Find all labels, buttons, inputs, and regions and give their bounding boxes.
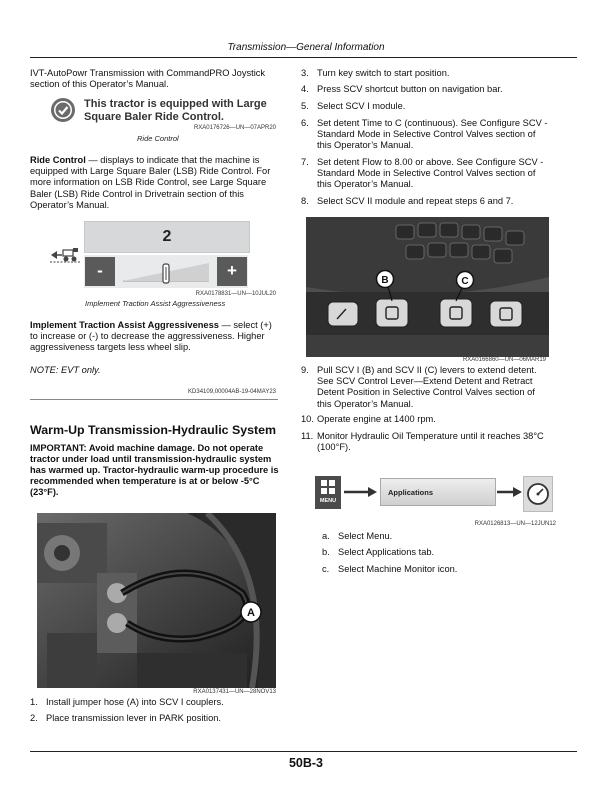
- running-header: Transmission—General Information: [227, 42, 385, 53]
- increase-button[interactable]: +: [217, 257, 247, 286]
- checkmark-icon: [50, 97, 76, 123]
- traction-assist-widget: [45, 221, 265, 289]
- step-number: 1.: [30, 697, 38, 707]
- step-text: Operate engine at 1400 rpm.: [317, 414, 436, 424]
- scv-levers-photo: [306, 217, 549, 357]
- step-text: Install jumper hose (A) into SCV I couplers.: [46, 697, 224, 707]
- step-number: 9.: [301, 365, 309, 375]
- intro-text: IVT-AutoPowr Transmission with CommandPRO Joystick section of this Operator’s Manual.: [30, 68, 266, 90]
- step-text: Pull SCV I (B) and SCV II (C) levers to extend detent. See SCV Control Lever—Extend Detent and Retract Detent Position in Selective Control Valves section of this Operator’s Manual.: [317, 365, 537, 409]
- decrease-button[interactable]: -: [85, 257, 115, 286]
- footer-rule: [30, 751, 577, 752]
- step-text: Select SCV I module.: [317, 101, 406, 111]
- ride-figure-caption: Ride Control: [137, 134, 179, 143]
- step-text: Select SCV II module and repeat steps 6 and 7.: [317, 196, 514, 206]
- step-number: 2.: [30, 713, 38, 723]
- section-title: Warm-Up Transmission-Hydraulic System: [30, 423, 277, 437]
- banner-line-2: Square Baler Ride Control.: [84, 111, 224, 123]
- applications-tab: Applications: [380, 478, 496, 506]
- step-number: 3.: [301, 68, 309, 78]
- step-text: Set detent Time to C (continuous). See Configure SCV - Standard Mode in Selective Control Valves section of this Operator’s Manual.: [317, 118, 548, 151]
- traction-description: [30, 320, 280, 354]
- step-number: 7.: [301, 157, 309, 167]
- step-text: Place transmission lever in PARK position.: [46, 713, 221, 723]
- step-text: Monitor Hydraulic Oil Temperature until it reaches 38°C (100°F).: [317, 431, 544, 453]
- ride-control-description: [30, 155, 280, 211]
- traction-text: — select (+) to increase or (-) to decrease the aggressiveness. Higher aggressiveness targets less wheel slip.: [30, 320, 272, 353]
- doc-code: KD34109,00004AB-19-04MAY23: [188, 389, 276, 395]
- step-text: Press SCV shortcut button on navigation bar.: [317, 84, 503, 94]
- substep-text: Select Menu.: [338, 531, 393, 541]
- substep-letter: c.: [322, 564, 330, 574]
- gauge-icon: [526, 482, 550, 506]
- banner-line-1: This tractor is equipped with Large: [84, 98, 267, 110]
- step-number: 10.: [301, 414, 314, 424]
- ride-control-banner: [50, 96, 282, 126]
- substep-letter: b.: [322, 547, 330, 557]
- grid-icon: [321, 480, 335, 494]
- menu-label: MENU: [319, 498, 337, 504]
- arrow-right-icon: [344, 486, 378, 498]
- callout-b: B: [381, 275, 389, 286]
- tractor-implement-icon: [49, 247, 81, 263]
- header-rule: [30, 57, 577, 58]
- menu-button: [315, 476, 341, 509]
- section-rule: [30, 399, 278, 400]
- step-number: 4.: [301, 84, 309, 94]
- step-number: 8.: [301, 196, 309, 206]
- aggressiveness-slider[interactable]: [121, 259, 211, 285]
- page-number: 50B-3: [288, 756, 324, 770]
- jumper-hose-photo: [37, 513, 276, 688]
- traction-figure-code: RXA0178831—UN—10JUL20: [195, 291, 276, 297]
- nav-figure-code: RXA0126813—UN—12JUN12: [474, 521, 556, 527]
- substep-text: Select Machine Monitor icon.: [338, 564, 458, 574]
- scv-console-image: [306, 217, 549, 357]
- step-text: Set detent Flow to 8.00 or above. See Configure SCV - Standard Mode in Selective Control Valves section of this Operator’s Manual.: [317, 157, 544, 190]
- callout-c: C: [461, 276, 469, 287]
- callout-a: A: [247, 607, 255, 619]
- traction-figure-caption: Implement Traction Assist Aggressiveness: [85, 299, 226, 308]
- aggressiveness-value: 2: [84, 221, 250, 253]
- left-photo-code: RXA0137431—UN—28NOV13: [193, 689, 276, 695]
- arrow-right-icon: [497, 486, 523, 498]
- step-text: Turn key switch to start position.: [317, 68, 450, 78]
- ride-figure-code: RXA0176726—UN—07APR20: [193, 125, 276, 131]
- substep-letter: a.: [322, 531, 330, 541]
- right-photo-code: RXA0166860—UN—06MAR19: [462, 357, 546, 363]
- ride-control-term: Ride Control: [30, 155, 86, 165]
- step-number: 5.: [301, 101, 309, 111]
- evt-note: NOTE: EVT only.: [30, 365, 101, 375]
- hydraulic-couplers-image: [37, 513, 276, 688]
- menu-navigation-diagram: [315, 476, 555, 514]
- substep-text: Select Applications tab.: [338, 547, 435, 557]
- step-number: 6.: [301, 118, 309, 128]
- traction-term: Implement Traction Assist Aggressiveness: [30, 320, 219, 330]
- step-number: 11.: [301, 431, 314, 441]
- important-notice: IMPORTANT: Avoid machine damage. Do not operate tractor under load until transmission-hydraulic system has warmed up. Tractor-hydraulic warm-up procedure is recommended when temperature is at or below -5°C (23°F).: [30, 443, 279, 497]
- ride-control-text: — displays to indicate that the machine is equipped with Large Square Baler (LSB) Ride Control. For more information on LSB Ride Control, see Large Square Baler (LSB) Ride Control in Drivetrain section of this Operator’s Manual.: [30, 155, 271, 210]
- machine-monitor-button: [523, 476, 553, 512]
